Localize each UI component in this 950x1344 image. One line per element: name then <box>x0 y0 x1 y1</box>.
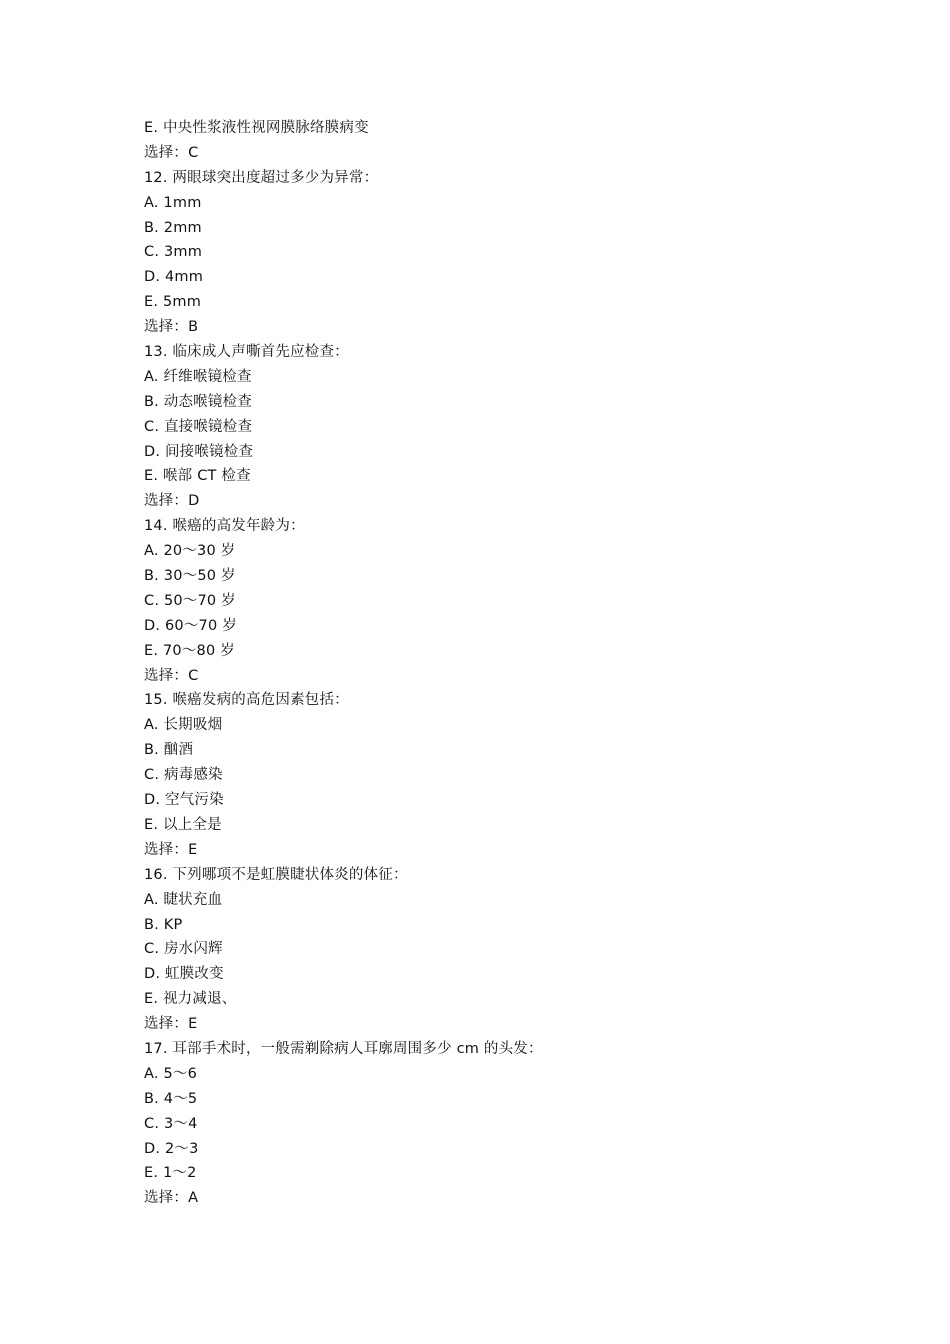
option-line: C. 50～70 岁 <box>144 592 236 609</box>
option-line: B. 4～5 <box>144 1090 198 1107</box>
option-line: C. 3mm <box>144 244 203 261</box>
option-line: A. 20～30 岁 <box>144 543 236 560</box>
question-line: 14. 喉癌的高发年龄为： <box>144 518 305 535</box>
answer-line: 选择：D <box>144 493 200 510</box>
option-line: C. 3～4 <box>144 1115 198 1132</box>
option-line: D. 60～70 岁 <box>144 617 237 634</box>
option-line: E. 5mm <box>144 294 202 311</box>
option-line: E. 喉部 CT 检查 <box>144 468 251 485</box>
option-line: E. 视力减退、 <box>144 991 237 1008</box>
option-line: D. 2～3 <box>144 1140 199 1157</box>
question-line: 13. 临床成人声嘶首先应检查： <box>144 344 349 361</box>
answer-line: 选择：C <box>144 144 199 161</box>
option-line: D. 空气污染 <box>144 792 224 809</box>
question-line: 17. 耳部手术时，一般需剃除病人耳廓周围多少 cm 的头发： <box>144 1040 543 1057</box>
option-line: C. 房水闪辉 <box>144 941 223 958</box>
option-line: C. 病毒感染 <box>144 767 223 784</box>
option-line: E. 以上全是 <box>144 816 222 833</box>
option-line: A. 长期吸烟 <box>144 717 223 734</box>
question-line: 16. 下列哪项不是虹膜睫状体炎的体征： <box>144 866 408 883</box>
option-line: D. 间接喉镜检查 <box>144 443 254 460</box>
option-line: A. 纤维喉镜检查 <box>144 368 252 385</box>
answer-line: 选择：C <box>144 667 199 684</box>
option-line: A. 5～6 <box>144 1065 198 1082</box>
option-line: B. 30～50 岁 <box>144 568 236 585</box>
option-line: C. 直接喉镜检查 <box>144 418 253 435</box>
question-line: 12. 两眼球突出度超过多少为异常： <box>144 169 379 186</box>
answer-line: 选择：A <box>144 1190 199 1207</box>
option-line: D. 4mm <box>144 269 204 286</box>
option-line: D. 虹膜改变 <box>144 966 224 983</box>
option-line: A. 1mm <box>144 194 202 211</box>
option-line: B. 2mm <box>144 219 202 236</box>
document-body <box>144 116 844 1211</box>
option-line: A. 睫状充血 <box>144 891 223 908</box>
option-line: B. 动态喉镜检查 <box>144 393 252 410</box>
answer-line: 选择：E <box>144 841 198 858</box>
option-line: E. 1～2 <box>144 1165 197 1182</box>
answer-line: 选择：B <box>144 319 199 336</box>
option-line: B. 酗酒 <box>144 742 194 759</box>
answer-line: 选择：E <box>144 1016 198 1033</box>
option-line: E. 70～80 岁 <box>144 642 235 659</box>
option-line: B. KP <box>144 916 183 933</box>
question-line: 15. 喉癌发病的高危因素包括： <box>144 692 349 709</box>
option-line: E. 中央性浆液性视网膜脉络膜病变 <box>144 120 369 136</box>
